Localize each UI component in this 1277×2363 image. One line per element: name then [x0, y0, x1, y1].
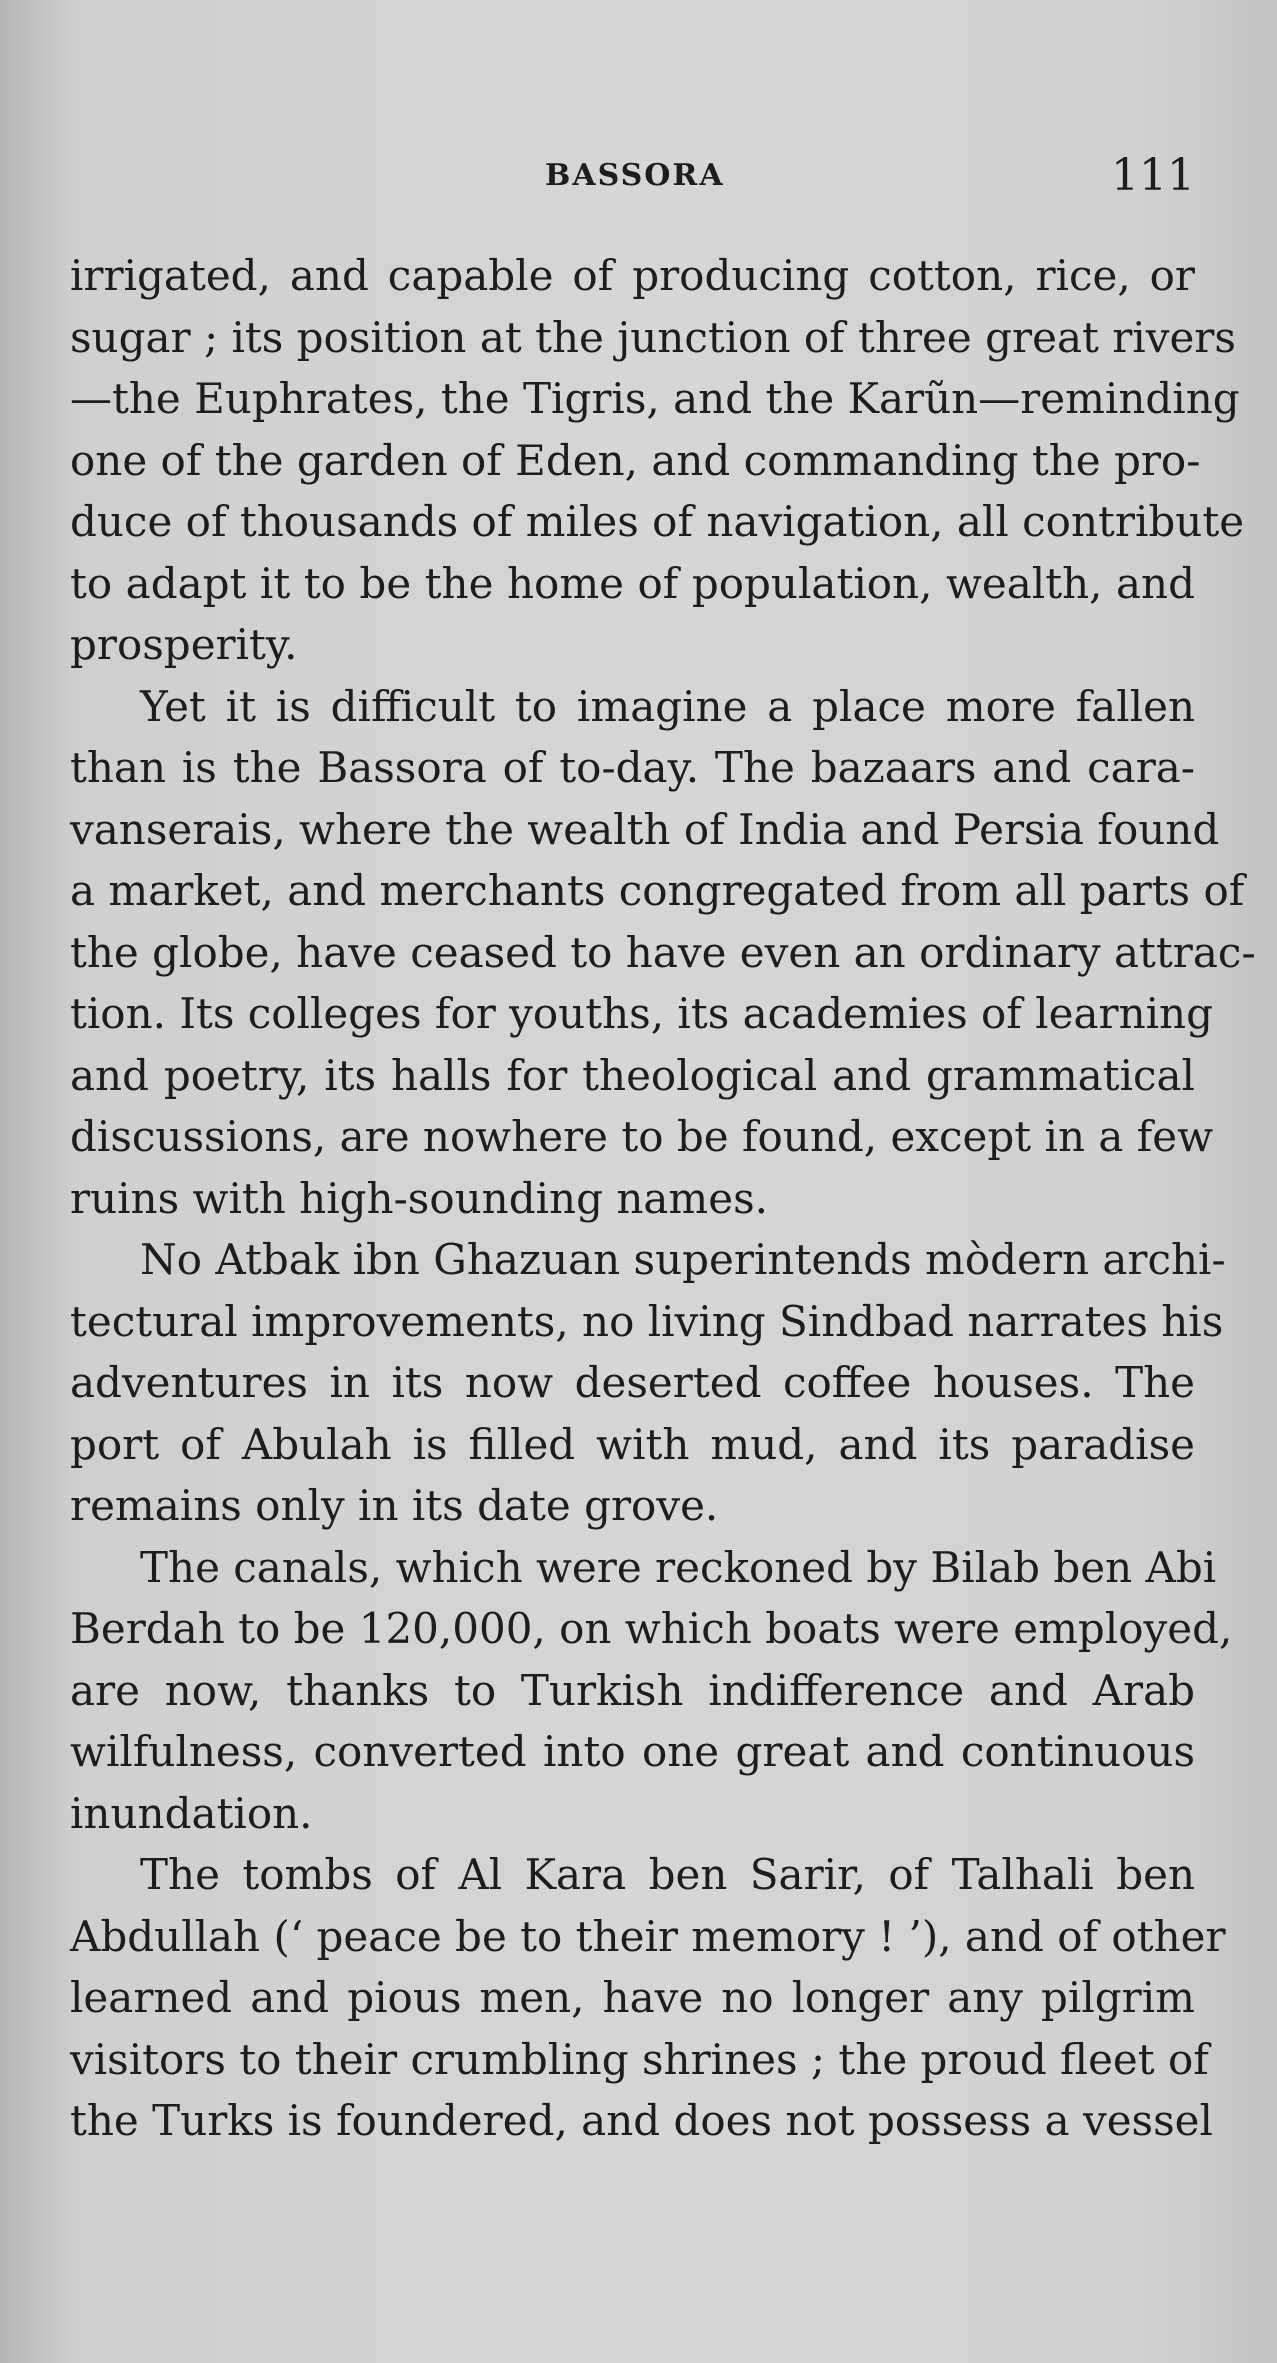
running-head	[70, 150, 1195, 200]
paragraph	[70, 1229, 1226, 1537]
text-line: vanserais, where the wealth of India and Persia found	[70, 804, 1220, 854]
running-head-title: BASSORA	[545, 158, 725, 193]
text-line: No Atbak ibn Ghazuan superintends mòdern archi-	[140, 1235, 1226, 1284]
text-line: Yet it is difficult to imagine a place more fallen	[140, 681, 1195, 731]
text-line: are now, thanks to Turkish indifference and Arab	[70, 1665, 1195, 1715]
text-line: the Turks is foundered, and does not possess a vessel	[70, 2096, 1213, 2145]
text-line: learned and pious men, have no longer any pilgrim	[70, 1973, 1195, 2022]
text-line: to adapt it to be the home of population, wealth, and	[70, 558, 1195, 608]
text-line: —the Euphrates, the Tigris, and the Karũn—reminding	[70, 374, 1240, 423]
text-line: tectural improvements, no living Sindbad narrates his	[70, 1296, 1224, 1346]
text-line: ruins with high-sounding names.	[70, 1173, 769, 1223]
text-line: sugar ; its position at the junction of three great rivers	[70, 312, 1236, 362]
text-line: prosperity.	[70, 620, 298, 669]
text-line: duce of thousands of miles of navigation, all contribute	[70, 497, 1245, 546]
body-text	[70, 245, 1256, 2152]
text-line: one of the garden of Eden, and commanding the pro-	[70, 435, 1201, 485]
paragraph	[70, 1844, 1226, 2152]
page-number: 111	[1111, 150, 1195, 201]
text-line: discussions, are nowhere to be found, except in a few	[70, 1112, 1214, 1161]
text-line: than is the Bassora of to-day. The bazaars and cara-	[70, 743, 1195, 792]
text-line: inundation.	[70, 1788, 313, 1838]
text-line: Abdullah (‘ peace be to their memory ! ’), and of other	[70, 1911, 1226, 1961]
paragraph	[70, 1537, 1233, 1845]
text-line: port of Abulah is filled with mud, and its paradise	[70, 1419, 1195, 1469]
paragraph	[70, 676, 1256, 1230]
paragraph	[70, 245, 1245, 676]
text-line: The canals, which were reckoned by Bilab ben Abi	[140, 1542, 1217, 1592]
text-line: remains only in its date grove.	[70, 1481, 719, 1530]
text-line: irrigated, and capable of producing cotton, rice, or	[70, 251, 1195, 300]
text-line: wilfulness, converted into one great and continuous	[70, 1727, 1195, 1776]
text-line: Berdah to be 120,000, on which boats were employed,	[70, 1604, 1233, 1653]
text-line: adventures in its now deserted coffee houses. The	[70, 1358, 1195, 1407]
text-line: and poetry, its halls for theological and grammatical	[70, 1050, 1195, 1100]
text-line: a market, and merchants congregated from all parts of	[70, 866, 1245, 915]
text-line: tion. Its colleges for youths, its academies of learning	[70, 989, 1213, 1038]
text-line: visitors to their crumbling shrines ; the proud fleet of	[70, 2034, 1209, 2084]
text-line: the globe, have ceased to have even an ordinary attrac-	[70, 927, 1256, 977]
text-line: The tombs of Al Kara ben Sarir, of Talhali ben	[140, 1850, 1195, 1899]
